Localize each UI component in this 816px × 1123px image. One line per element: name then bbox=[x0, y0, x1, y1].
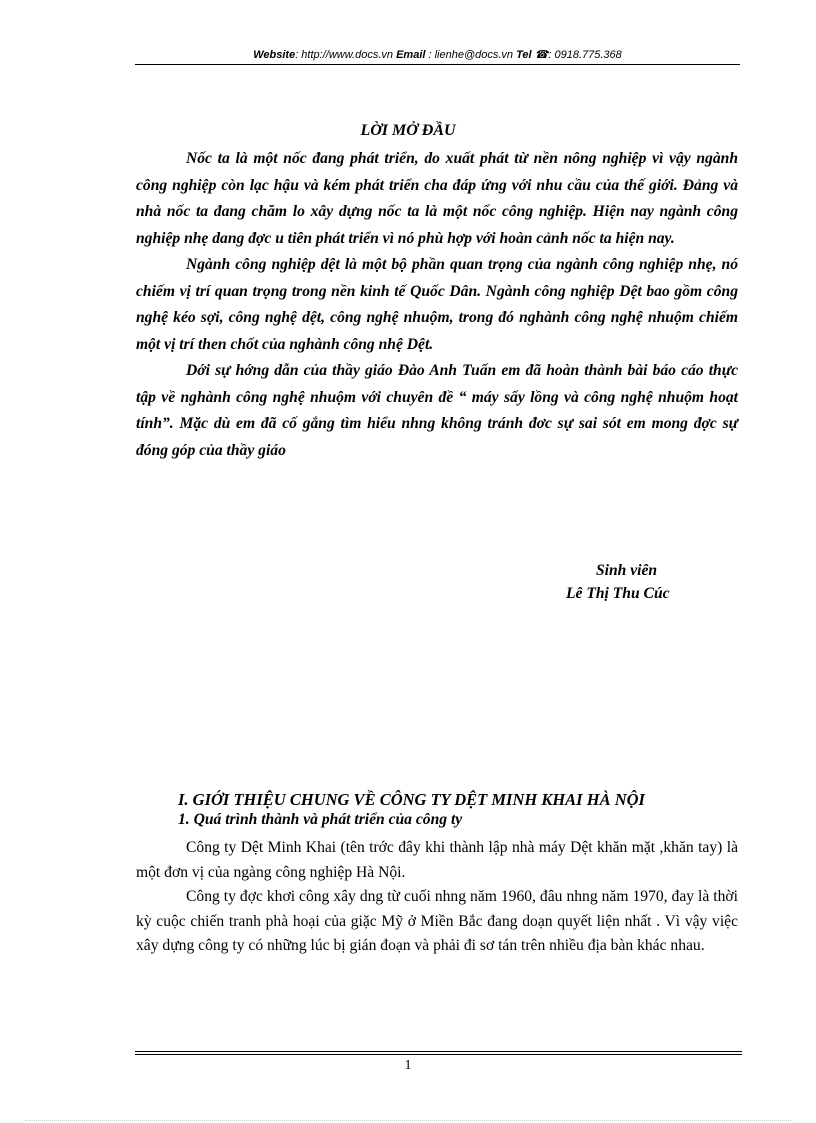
body-paragraph: Công ty Dệt Minh Khai (tên trớc đây khi thành lập nhà máy Dệt khăn mặt ,khăn tay) là một đơn vị của ngàng công nghiệp Hà Nội. bbox=[136, 839, 738, 881]
intro-paragraph: Ngành công nghiệp dệt là một bộ phần quan trọng của ngành công nghiệp nhẹ, nó chiếm vị trí quan trọng trong nền kinh tế Quốc Dân. Ngành công nghiệp Dệt bao gồm công nghệ kéo sợi, công nghệ dệt, công nghệ nhuộm, trong đó nghành công nghệ nhuộm chiếm một vị trí then chốt của nghành công nhệ Dệt. bbox=[136, 256, 738, 353]
website-label: Website bbox=[253, 49, 296, 61]
footer-divider bbox=[135, 1054, 742, 1055]
header-divider bbox=[135, 64, 740, 65]
intro-paragraph: Dới sự hớng dẫn của thầy giáo Đào Anh Tuấn em đã hoàn thành bài báo cáo thực tập về nghành công nghệ nhuộm với chuyên đề “ máy sấy lồng và công nghệ nhuộm hoạt tính”. Mặc dù em đã cố gắng tìm hiểu nhng không tránh đơc sự sai sót em mong đợc sự đóng góp của thầy giáo bbox=[136, 362, 738, 459]
signature-name: Lê Thị Thu Cúc bbox=[566, 585, 670, 602]
intro-paragraph: Nốc ta là một nốc đang phát triển, do xuất phát từ nền nông nghiệp vì vậy ngành công nghiệp còn lạc hậu và kém phát triển cha đáp ứng với nhu cầu của thế giới. Đảng và nhà nốc ta đang chăm lo xây dựng nốc ta là một nốc công nghiệp. Hiện nay ngành công nghiệp nhẹ dang đợc u tiên phát triển vì nó phù hợp với hoàn cảnh nốc ta hiện nay. bbox=[136, 150, 738, 247]
body-section bbox=[136, 836, 738, 959]
signature-role: Sinh viên bbox=[596, 562, 658, 579]
tel-value: ☎: 0918.775.368 bbox=[534, 49, 622, 61]
document-title: LỜI MỞ ĐẦU bbox=[360, 122, 456, 139]
page-number: 1 bbox=[404, 1058, 412, 1073]
email-label: Email bbox=[396, 49, 426, 61]
page-header bbox=[135, 48, 740, 61]
tel-label: Tel bbox=[516, 49, 532, 61]
subsection-heading: 1. Quá trình thành và phát triển của công ty bbox=[178, 811, 463, 828]
email-value: : lienhe@docs.vn bbox=[428, 49, 514, 61]
footer-divider bbox=[135, 1051, 742, 1052]
body-paragraph: Công ty đợc khơi công xây dng từ cuối nhng năm 1960, đâu nhng năm 1970, đay là thời kỳ cuộc chiến tranh phà hoại của giặc Mỹ ở Miền Bắc đang doạn quyết liện nhất . Vì vậy việc xây dựng công ty có những lúc bị gián đoạn và phải đi sơ tán trên nhiều địa bàn khác nhau. bbox=[136, 888, 738, 955]
section-heading: I. GIỚI THIỆU CHUNG VỀ CÔNG TY DỆT MINH KHAI HÀ NỘI bbox=[178, 790, 645, 809]
intro-section bbox=[136, 146, 738, 464]
website-value: : http://www.docs.vn bbox=[295, 49, 394, 61]
page-edge-divider bbox=[25, 1120, 791, 1121]
